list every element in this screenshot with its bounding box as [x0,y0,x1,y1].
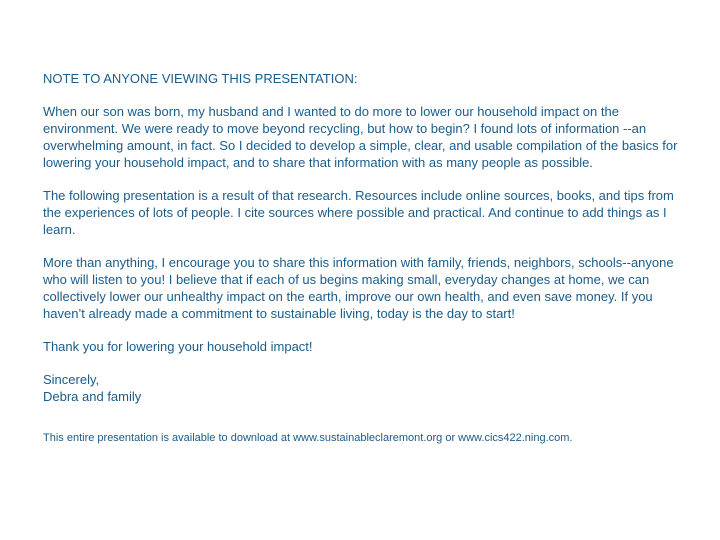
download-footer: This entire presentation is available to download at www.sustainableclaremont.org or www.cics422.ning.com. [43,432,573,444]
paragraph-intro: When our son was born, my husband and I wanted to do more to lower our household impact on the environment. We were ready to move beyond recycling, but how to begin? I found lots of information --an overwhelming amount, in fact. So I decided to develop a simple, clear, and usable compilation of the basics for lowering your household impact, and to share that information with as many people as possible. [43,104,678,170]
note-heading: NOTE TO ANYONE VIEWING THIS PRESENTATION: [43,71,358,86]
paragraph-research: The following presentation is a result of that research. Resources include online sources, books, and tips from the experiences of lots of people. I cite sources where possible and practical. And continue to add things as I learn. [43,188,674,237]
paragraph-encourage: More than anything, I encourage you to share this information with family, friends, neighbors, schools--anyone who will listen to you! I believe that if each of us begins making small, everyday changes at home, we can collectively lower our unhealthy impact on the earth, improve our own health, and even save money. If you haven’t already made a commitment to sustainable living, today is the day to start! [43,255,674,321]
note-text-box [43,70,683,445]
signature: Debra and family [43,389,142,404]
paragraph-thanks: Thank you for lowering your household impact! [43,339,313,354]
closing-line: Sincerely, [43,372,100,387]
